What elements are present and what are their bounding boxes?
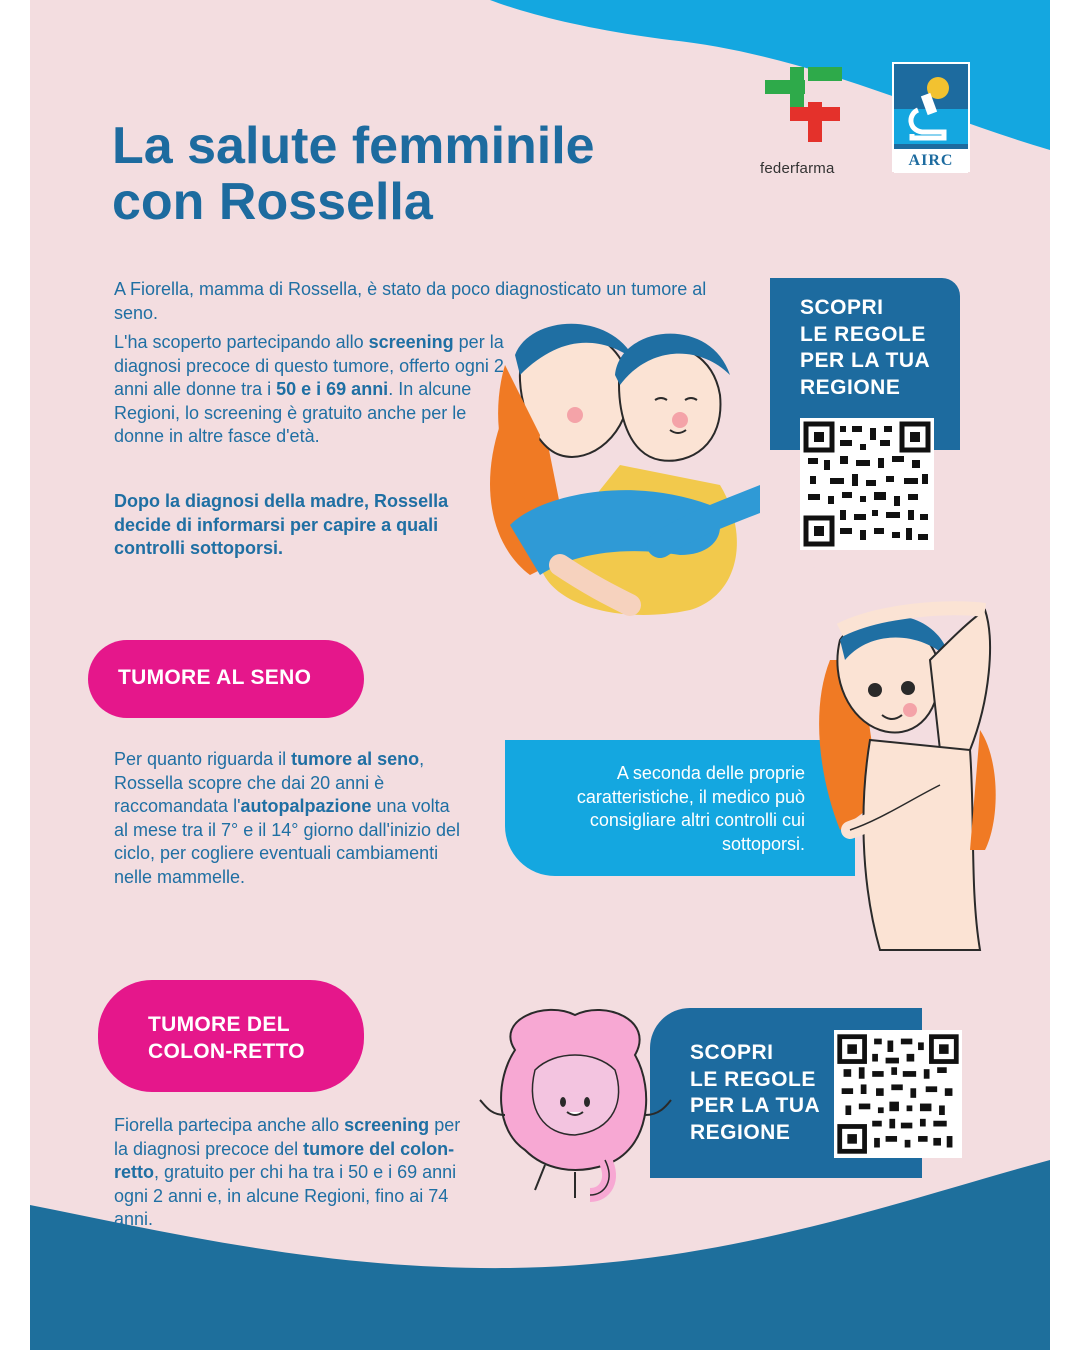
qr-code-icon xyxy=(800,418,934,550)
intro-paragraph-3: Dopo la diagnosi della madre, Rossella decide di informarsi per capire a quali controlli sottoporsi. xyxy=(114,491,449,558)
colon-illustration xyxy=(475,1000,675,1205)
intro-paragraph-1: A Fiorella, mamma di Rossella, è stato da poco diagnosticato un tumore al seno. xyxy=(114,279,707,323)
title-line1: La salute femminile xyxy=(112,117,595,175)
federfarma-label: federfarma xyxy=(760,160,835,177)
qr-code-bottom[interactable] xyxy=(834,1030,962,1158)
section-pill-breast-label: TUMORE AL SENO xyxy=(118,666,312,689)
airc-logo xyxy=(892,62,970,172)
poster xyxy=(30,0,1050,1350)
title-line2: con Rossella xyxy=(112,173,433,231)
page-title xyxy=(112,118,732,230)
airc-microscope-icon xyxy=(894,64,968,144)
federfarma-logo xyxy=(760,62,855,177)
section-pill-breast xyxy=(88,640,364,718)
advice-bubble-text: A seconda delle proprie caratteristiche, il medico può consigliare altri controlli cui sottoporsi. xyxy=(576,763,805,854)
section-pill-colon-label: TUMORE DEL COLON-RETTO xyxy=(148,1013,305,1063)
airc-label: AIRC xyxy=(894,149,968,173)
qr-code-top[interactable] xyxy=(800,418,934,550)
cta-top-text: SCOPRI LE REGOLE PER LA TUA REGIONE xyxy=(800,296,931,399)
federfarma-cross-icon xyxy=(760,62,845,147)
breast-paragraph: Per quanto riguarda il tumore al seno, Rossella scopre che dai 20 anni è raccomandata l'autopalpazione una volta al mese tra il 7° e il 14° giorno dall'inizio del ciclo, per cogliere eventuali cambiamenti nelle mammelle. xyxy=(114,749,461,887)
colon-paragraph: Fiorella partecipa anche allo screening per la diagnosi precoce del tumore del colon-retto, gratuito per chi ha tra i 50 e i 69 anni ogni 2 anni e, in alcune Regioni, fino ai 74 anni. xyxy=(114,1115,461,1229)
qr-code-icon xyxy=(834,1030,962,1158)
cta-bottom-text: SCOPRI LE REGOLE PER LA TUA REGIONE xyxy=(690,1041,821,1144)
hug-illustration xyxy=(480,305,760,625)
self-exam-illustration xyxy=(800,600,1020,960)
intro-paragraph-2: L'ha scoperto partecipando allo screening per la diagnosi precoce di questo tumore, offerto ogni 2 anni alle donne tra i 50 e i 69 anni. In alcune Regioni, lo screening è gratuito anche per le donne in altre fasce d'età. xyxy=(114,332,504,446)
section-pill-colon xyxy=(98,980,364,1092)
